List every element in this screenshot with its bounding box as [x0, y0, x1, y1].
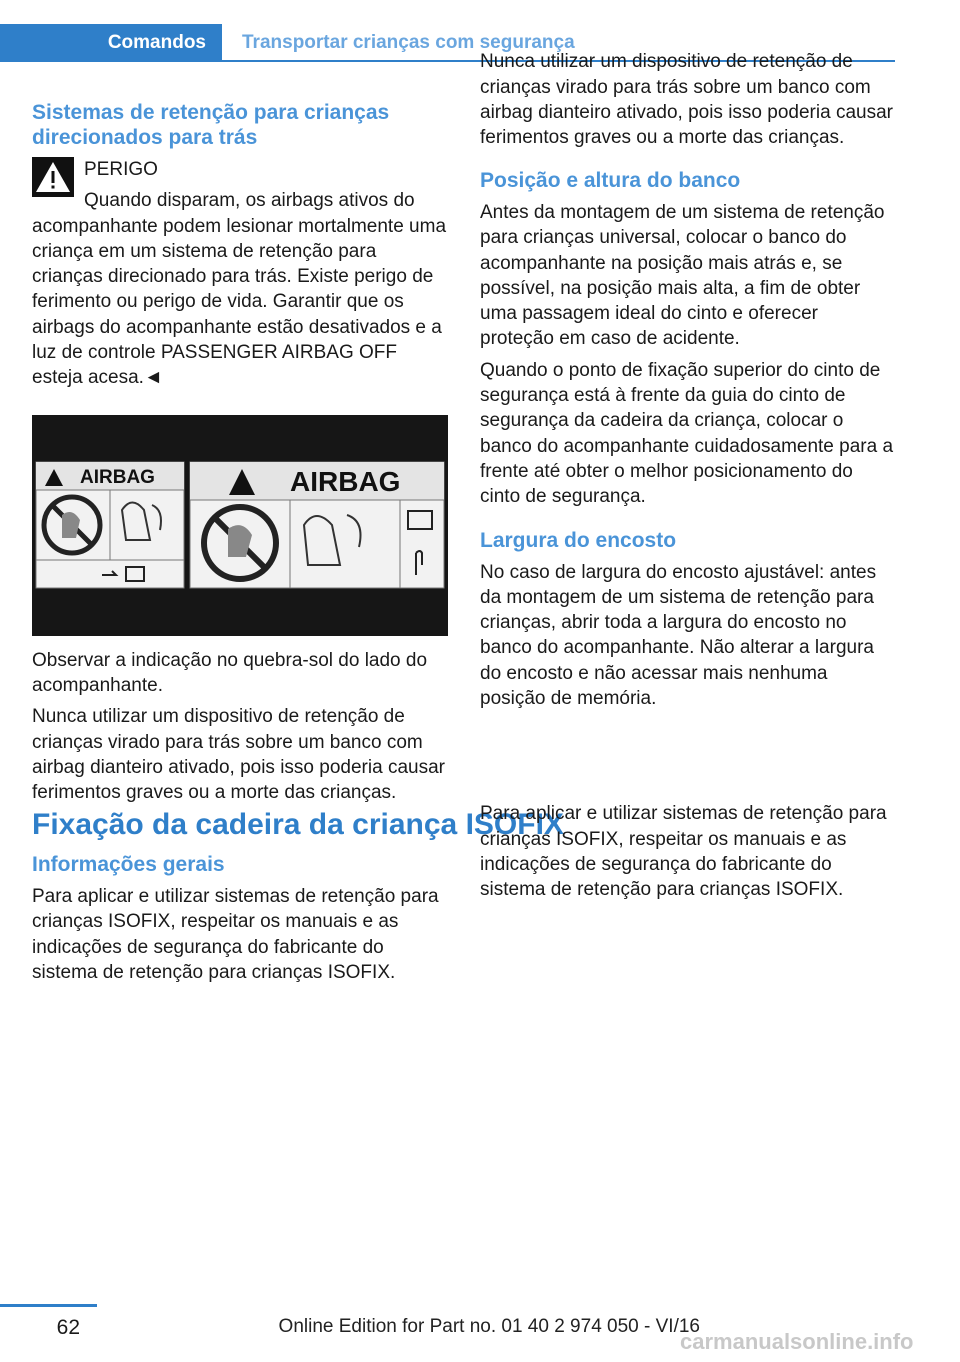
left-column: [32, 100, 448, 804]
warning-text: Quando disparam, os airbags ativos do acompanhante podem lesionar mortalmente uma criança em um sistema de retenção para crianças direcionado para trás. Existe perigo de ferimento ou perigo de vida. Garantir que os airbags do acompanhante estão desativados e a luz de controle PASSENGER AIRBAG OFF esteja acesa.◄: [32, 190, 447, 389]
paragraph-never-use: Nunca utilizar um dispositivo de retenção de crianças virado para trás sobre um banco com airbag dianteiro ativado, pois isso poderia causar ferimentos graves ou a morte das crianças.: [32, 706, 445, 804]
isofix-title: Fixação da cadeira da criança ISOFIX: [32, 808, 564, 841]
page-number-rule: [0, 1304, 97, 1307]
chapter-tab[interactable]: Comandos: [0, 24, 222, 62]
section-tab[interactable]: Transportar crianças com segurança: [242, 32, 575, 53]
watermark: carmanualsonline.info: [680, 1329, 914, 1354]
isofix-subtitle: Informações gerais: [32, 853, 225, 876]
isofix-right-column: [480, 803, 896, 902]
isofix-paragraph-cont: Para aplicar e utilizar sistemas de retenção para crianças ISOFIX, respeitar os manuais e as indicações de segurança do fabricante do sistema de retenção para crianças ISOFIX.: [480, 803, 887, 901]
section-title-seat-position: Posição e altura do banco: [480, 169, 741, 192]
page-number: 62: [56, 1316, 80, 1339]
airbag-label-graphic: [32, 415, 448, 636]
large-label-text: AIRBAG: [290, 465, 401, 497]
small-label-text: AIRBAG: [80, 466, 155, 488]
warning-label: PERIGO: [84, 159, 158, 180]
paragraph-seat-2: Quando o ponto de fixação superior do cinto de segurança está à frente da guia do cinto de segurança da cadeira da criança, colocar o banco do acompanhante cuidadosamente para a frente até obter o melhor posicionamento do cinto de segurança.: [480, 359, 894, 508]
right-column: [480, 51, 896, 711]
section-title-rear-facing: Sistemas de retenção para crianças direcionados para trás: [32, 101, 390, 149]
danger-warning: [32, 157, 448, 391]
isofix-paragraph: Para aplicar e utilizar sistemas de retenção para crianças ISOFIX, respeitar os manuais e as indicações de segurança do fabricante do sistema de retenção para crianças ISOFIX.: [32, 886, 439, 983]
airbag-warning-label-image: [32, 415, 448, 636]
paragraph-backrest: No caso de largura do encosto ajustável: antes da montagem de um sistema de retenção para crianças, abrir toda a largura do encosto no banco do acompanhante. Não alterar a largura do encosto e não acessar mais nenhuma posição de memória.: [480, 561, 877, 710]
warning-triangle-icon: [32, 157, 74, 197]
paragraph-sunvisor: Observar a indicação no quebra-sol do lado do acompanhante.: [32, 649, 428, 696]
paragraph-seat-1: Antes da montagem de um sistema de retenção para crianças universal, colocar o banco do acompanhante na posição mais atrás e, se possível, na posição mais alta, a fim de obter uma passagem ideal do cinto e oferecer proteção em caso de acidente.: [480, 202, 885, 350]
paragraph-never-use-cont: Nunca utilizar um dispositivo de retenção de crianças virado para trás sobre um banco com airbag dianteiro ativado, pois isso poderia causar ferimentos graves ou a morte das crianças.: [480, 51, 893, 149]
edition-footer: Online Edition for Part no. 01 40 2 974 050 - VI/16: [278, 1316, 700, 1337]
section-title-backrest-width: Largura do encosto: [480, 528, 677, 552]
isofix-left-column: [32, 852, 448, 983]
